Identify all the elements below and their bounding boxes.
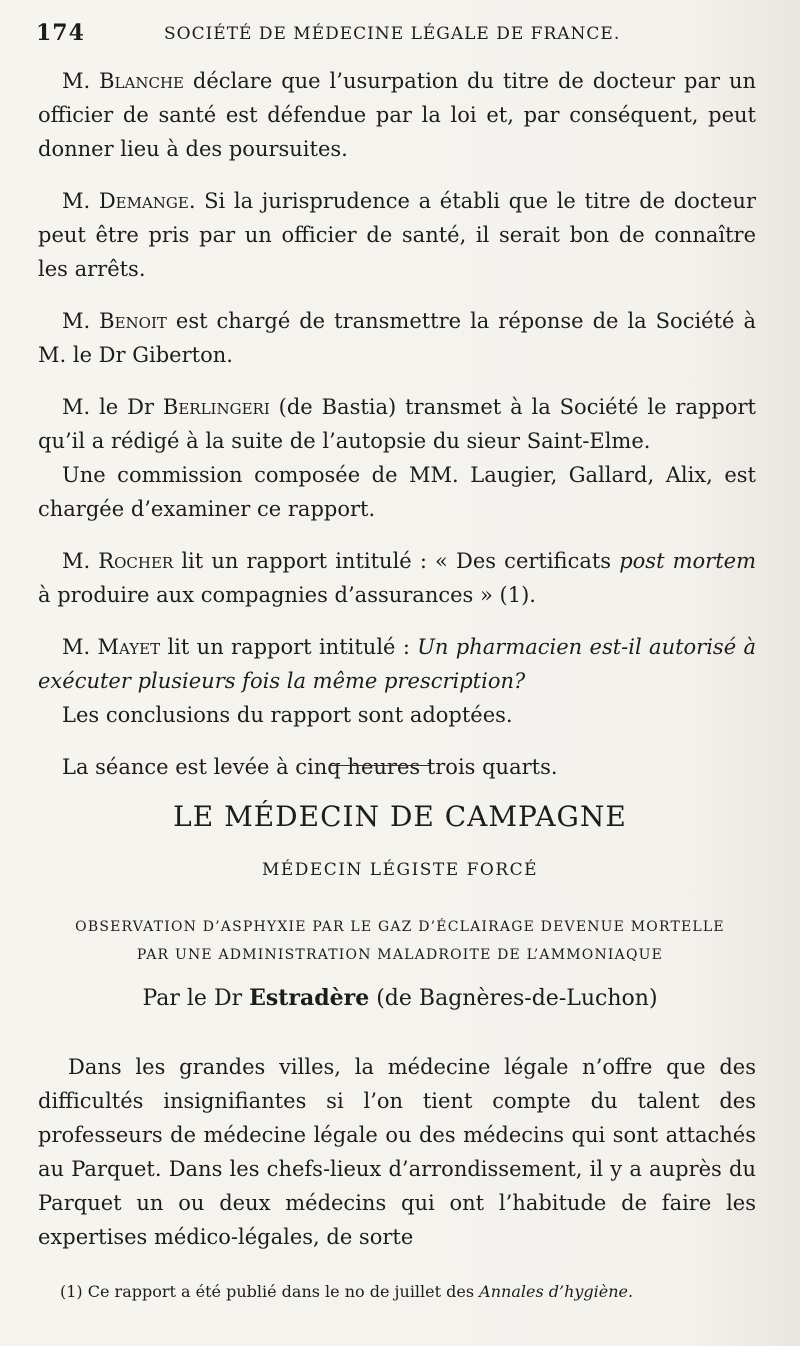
- paragraph-text: Si la jurisprudence a établi que le titre de docteur peut être pris par un officier de santé, il serait bon de connaître les arrêts.: [38, 189, 756, 281]
- speaker-name: M. Blanche: [62, 69, 184, 93]
- section-divider: [330, 765, 430, 766]
- paragraph-text: est chargé de transmettre la réponse de la Société à M. le Dr Giberton.: [38, 309, 756, 367]
- running-title: SOCIÉTÉ DE MÉDECINE LÉGALE DE FRANCE.: [164, 24, 621, 44]
- observation-line: PAR UNE ADMINISTRATION MALADROITE DE L’AMMONIAQUE: [136, 947, 664, 963]
- article-title: LE MÉDECIN DE CAMPAGNE: [173, 800, 627, 833]
- speaker-name: M. Rocher: [62, 549, 174, 573]
- paragraph-text: lit un rapport intitulé : « Des certificats: [173, 549, 620, 573]
- paragraph-mayet: [38, 630, 756, 698]
- footnote-text: (1) Ce rapport a été publié dans le no de juillet des: [60, 1282, 480, 1301]
- speaker-name: M. Benoit: [62, 309, 167, 333]
- article-body: [38, 1050, 756, 1254]
- paragraph-demange: [38, 184, 756, 286]
- paragraph-rocher: [38, 544, 756, 612]
- speaker-name: M. Demange.: [62, 189, 196, 213]
- byline-suffix: (de Bagnères-de-Luchon): [369, 986, 658, 1011]
- paragraph-blanche: [38, 64, 756, 166]
- page-number: 174: [36, 20, 85, 46]
- meeting-minutes: [38, 64, 756, 802]
- byline-prefix: Par le Dr: [142, 986, 250, 1011]
- speaker-prefix: M. le Dr: [62, 395, 163, 419]
- author-name: Estradère: [249, 985, 370, 1011]
- footnote: [60, 1282, 760, 1301]
- report-title: Un pharmacien est-il autorisé à exécuter plusieurs fois la même prescription?: [38, 635, 756, 693]
- article-observation: [40, 913, 760, 969]
- speaker-name: Berlingeri: [162, 395, 270, 419]
- paragraph-conclusions: [38, 698, 756, 732]
- article-subtitle: MÉDECIN LÉGISTE FORCÉ: [261, 860, 539, 880]
- paragraph-closing: [38, 750, 756, 784]
- paragraph-text: Une commission composée de MM. Laugier, Gallard, Alix, est chargée d’examiner ce rapport.: [38, 463, 756, 521]
- paragraph-text: à produire aux compagnies d’assurances » (1).: [38, 583, 536, 607]
- paragraph-berlingeri: [38, 390, 756, 458]
- paragraph-benoit: [38, 304, 756, 372]
- paragraph-text: déclare que l’usurpation du titre de docteur par un officier de santé est défendue par la loi et, par conséquent, peut donner lieu à des poursuites.: [38, 69, 756, 161]
- paragraph-text: lit un rapport intitulé :: [160, 635, 418, 659]
- article-byline: [0, 985, 800, 1011]
- paragraph-italic: post mortem: [619, 549, 757, 573]
- paragraph-text: Les conclusions du rapport sont adoptées.: [62, 703, 513, 727]
- speaker-name: M. Mayet: [62, 635, 161, 659]
- paragraph-text: La séance est levée à cinq heures trois quarts.: [62, 755, 558, 779]
- paragraph-text: (de Bastia) transmet à la Société le rapport qu’il a rédigé à la suite de l’autopsie du sieur Saint-Elme.: [38, 395, 756, 453]
- observation-line: OBSERVATION D’ASPHYXIE PAR LE GAZ D’ÉCLAIRAGE DEVENUE MORTELLE: [75, 919, 725, 935]
- footnote-italic: Annales d’hygiène.: [479, 1282, 634, 1301]
- paragraph-commission: [38, 458, 756, 526]
- article-paragraph: Dans les grandes villes, la médecine légale n’offre que des difficultés insignifiantes si l’on tient compte du talent des professeurs de médecine légale ou des médecins qui sont attachés au Parquet. Dans les chefs-lieux d’arrondissement, il y a auprès du Parquet un ou deux médecins qui ont l’habitude de faire les expertises médico-légales, de sorte: [38, 1055, 756, 1249]
